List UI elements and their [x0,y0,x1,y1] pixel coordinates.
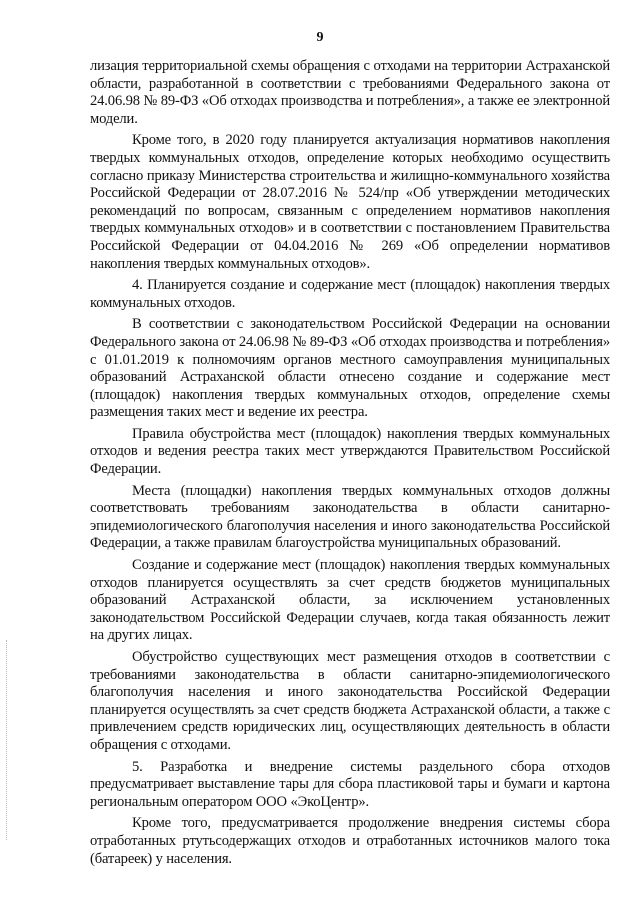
margin-mark [6,640,8,840]
paragraph-item-4: 4. Планируется создание и содержание мест (площадок) накопления твердых коммунальных отходов. [90,277,610,311]
paragraph-rules: Правила обустройства мест (площадок) накопления твердых коммунальных отходов и ведения реестра таких мест утверждаются Правительством Российской Федерации. [90,425,610,478]
paragraph-mercury-batteries: Кроме того, предусматривается продолжение внедрения системы сбора отработанных ртутьсодержащих отходов и отработанных источников малого тока (батареек) у населения. [90,815,610,867]
paragraph-legislation: В соответствии с законодательством Российской Федерации на основании Федерального закона от 24.06.98 № 89-ФЗ «Об отходах производства и потребления» с 01.01.2019 к полномочиям органов местного самоуправления муниципальных образований Астраханской области отнесено создание и содержание мест (площадок) накопления твердых коммунальных отходов, определение схемы размещения таких мест и ведение их реестра. [90,316,610,421]
page-number: 9 [316,30,324,45]
paragraph-continuation: лизация территориальной схемы обращения с отходами на территории Астраханской области, разработанной в соответствии с требованиями Федерального закона от 24.06.98 № 89-ФЗ «Об отходах производства и потребления», а также ее электронной модели. [90,58,610,127]
paragraph-funding: Создание и содержание мест (площадок) накопления твердых коммунальных отходов планируется осуществлять за счет средств бюджетов муниципальных образований Астраханской области, за исключением установленных законодательством Российской Федерации случаев, когда такая обязанность лежит на других лицах. [90,557,610,644]
document-body [90,58,610,872]
paragraph-norms-update: Кроме того, в 2020 году планируется актуализация нормативов накопления твердых коммунальных отходов, определение которых необходимо осуществить согласно приказу Министерства строительства и жилищно-коммунального хозяйства Российской Федерации от 28.07.2016 № 524/пр «Об утверждении методических рекомендаций по вопросам, связанным с определением нормативов накопления твердых коммунальных отходов» и в соответствии с постановлением Правительства Российской Федерации от 04.04.2016 № 269 «Об определении нормативов накопления твердых коммунальных отходов». [90,132,610,272]
paragraph-item-5: 5. Разработка и внедрение системы раздельного сбора отходов предусматривает выставление тары для сбора пластиковой тары и бумаги и картона региональным оператором ООО «ЭкоЦентр». [90,758,610,810]
paragraph-existing-sites: Обустройство существующих мест размещения отходов в соответствии с требованиями законодательства в области санитарно-эпидемиологического благополучия населения и иного законодательства Российской Федерации планируется осуществлять за счет средств бюджета Астраханской области, а также с привлечением средств юридических лиц, осуществляющих деятельность в области обращения с отходами. [90,649,610,753]
paragraph-requirements: Места (площадки) накопления твердых коммунальных отходов должны соответствовать требованиям законодательства в области санитарно-эпидемиологического благополучия населения и иного законодательства Российской Федерации, а также правилам благоустройства муниципальных образований. [90,482,610,552]
